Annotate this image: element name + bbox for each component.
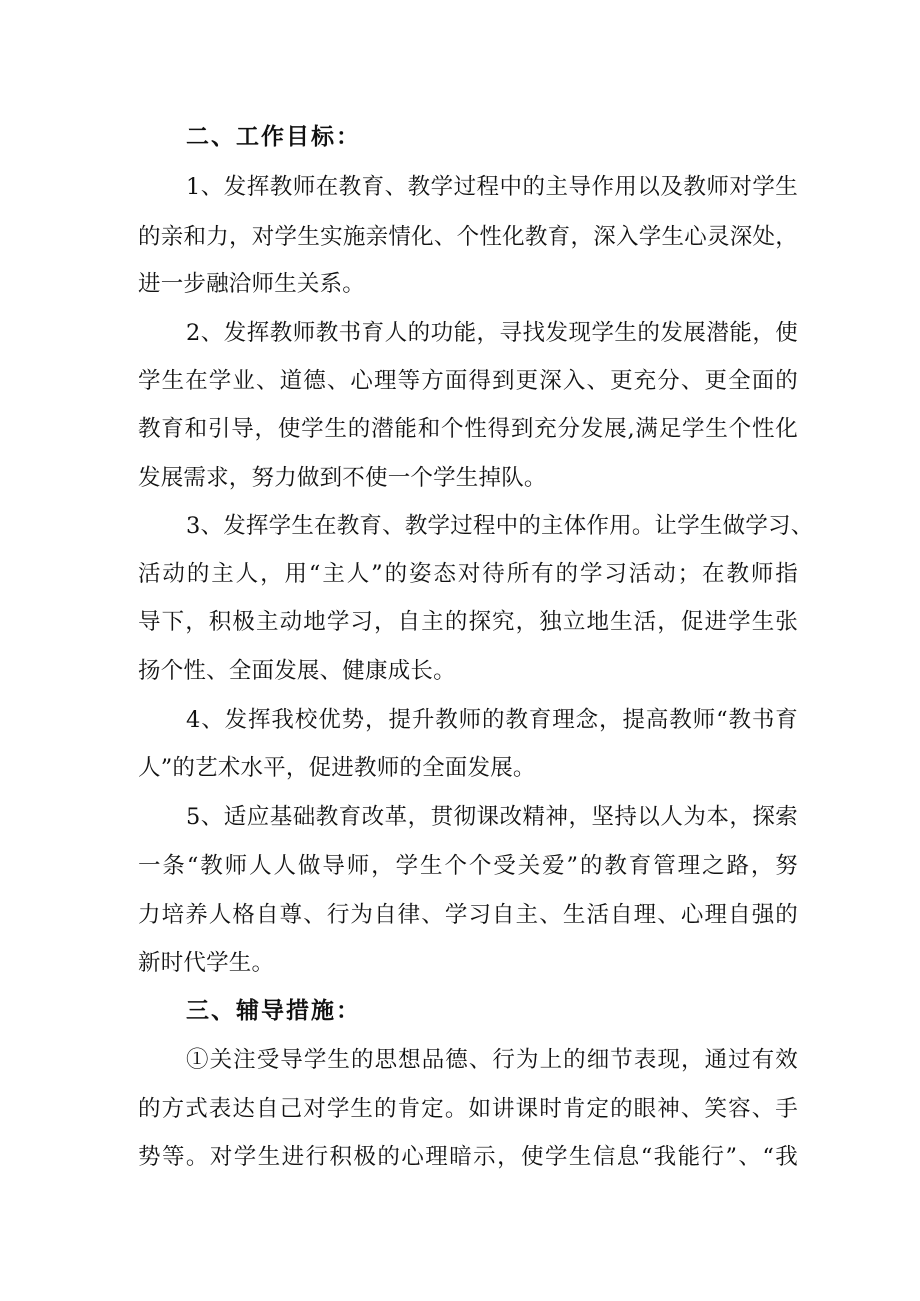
goal-1-line-2: 的亲和力，对学生实施亲情化、个性化教育，深入学生心灵深处， <box>138 224 798 250</box>
goal-4-line-1: 4、发挥我校优势，提升教师的教育理念，提高教师“教书育 <box>186 707 798 733</box>
measure-1-line-3: 势等。对学生进行积极的心理暗示，使学生信息“我能行”、“我 <box>138 1144 798 1170</box>
goal-3-line-4: 扬个性、全面发展、健康成长。 <box>138 658 456 684</box>
measure-1-line-1: ①关注受导学生的思想品德、行为上的细节表现，通过有效 <box>186 1047 798 1073</box>
goal-3-line-1: 3、发挥学生在教育、教学过程中的主体作用。让学生做学习、 <box>186 513 814 539</box>
goal-2-line-1: 2、发挥教师教书育人的功能，寻找发现学生的发展潜能，使 <box>186 320 798 346</box>
goal-1-line-3: 进一步融洽师生关系。 <box>138 271 366 297</box>
goal-5-line-2: 一条“教师人人做导师，学生个个受关爱”的教育管理之路，努 <box>138 853 798 879</box>
measure-1-line-2: 的方式表达自己对学生的肯定。如讲课时肯定的眼神、笑容、手 <box>138 1096 798 1122</box>
goal-1-line-1: 1、发挥教师在教育、教学过程中的主导作用以及教师对学生 <box>186 174 798 200</box>
goal-5-line-1: 5、适应基础教育改革，贯彻课改精神，坚持以人为本，探索 <box>186 804 798 830</box>
goal-5-line-4: 新时代学生。 <box>138 950 275 976</box>
section-heading-measures: 三、辅导措施： <box>186 998 361 1024</box>
goal-2-line-4: 发展需求，努力做到不使一个学生掉队。 <box>138 465 547 491</box>
section-heading-goals: 二、工作目标： <box>186 124 361 150</box>
goal-2-line-3: 教育和引导，使学生的潜能和个性得到充分发展,满足学生个性化 <box>138 416 798 442</box>
goal-3-line-2: 活动的主人，用“主人”的姿态对待所有的学习活动；在教师指 <box>138 561 798 587</box>
goal-3-line-3: 导下，积极主动地学习，自主的探究，独立地生活，促进学生张 <box>138 609 798 635</box>
goal-4-line-2: 人”的艺术水平，促进教师的全面发展。 <box>138 755 536 781</box>
goal-5-line-3: 力培养人格自尊、行为自律、学习自主、生活自理、心理自强的 <box>138 902 798 928</box>
goal-2-line-2: 学生在学业、道德、心理等方面得到更深入、更充分、更全面的 <box>138 368 798 394</box>
